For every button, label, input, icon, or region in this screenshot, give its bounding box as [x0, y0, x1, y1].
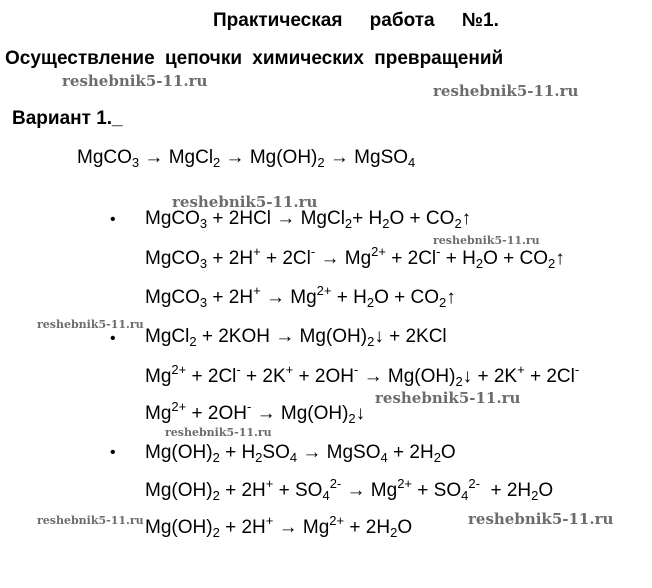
equation-2-molecular: MgCl$_2$ + $2KOH \to Mg(OH)_2↓ + 2KCl$	[145, 326, 447, 349]
equation-3-molecular: $Mg(OH)_2 + H_2SO_4$ → MgSO$_4$ + $2H_2O$	[145, 442, 456, 465]
equation-3-full-ionic: $Mg(OH)_2 + 2H^+ + SO_4^{2-} \to Mg^{2+} + SO_4^{2-} + 2H_2O$	[145, 476, 554, 503]
bullet-1: •	[110, 211, 116, 228]
watermark: reshebnik5-11.ru	[433, 82, 579, 100]
equation-2-full-ionic: $Mg^{2+} + 2Cl^- + 2K^+ + 2OH^-$ → $Mg(OH)_2↓ + 2K^+ + 2Cl^-$	[145, 362, 580, 389]
watermark: reshebnik5-11.ru	[433, 234, 540, 247]
watermark: reshebnik5-11.ru	[375, 389, 521, 407]
equation-1-molecular: MgCO$_3$ + 2HCl → MgCl$_2$+ $H_2O$ + $CO_2↑$	[145, 208, 472, 231]
equation-2-short-ionic: $Mg^{2+} + 2OH^-$ → $Mg(OH)_2↓$	[145, 399, 366, 426]
watermark: reshebnik5-11.ru	[62, 72, 208, 90]
bullet-2: •	[110, 330, 116, 347]
equation-1-full-ionic: MgCO$_3$ + $2H^+ + 2Cl^- \to Mg^{2+} + 2Cl^- + H_2O$ + $CO_2↑$	[145, 244, 565, 271]
watermark: reshebnik5-11.ru	[37, 514, 144, 527]
transformation-chain: MgCO$_3$ → MgCl$_2$ → $Mg(OH)_2$ → MgSO$_4$	[77, 147, 416, 170]
section-heading: Осуществление цепочки химических превращений	[5, 48, 504, 69]
watermark: reshebnik5-11.ru	[37, 318, 144, 331]
watermark: reshebnik5-11.ru	[165, 426, 272, 439]
watermark: reshebnik5-11.ru	[468, 510, 614, 528]
bullet-3: •	[110, 444, 116, 461]
equation-3-short-ionic: $Mg(OH)_2 + 2H^+ \to Mg^{2+} + 2H_2O$	[145, 513, 413, 540]
equation-1-short-ionic: MgCO$_3$ + $2H^+ \to Mg^{2+} + H_2O$ + $CO_2↑$	[145, 283, 456, 310]
page-title: Практическая работа №1.	[213, 10, 499, 31]
watermark: reshebnik5-11.ru	[172, 193, 318, 211]
variant-text: Вариант 1.	[12, 108, 113, 129]
variant-mark: _	[112, 108, 123, 129]
variant-label	[12, 108, 123, 130]
